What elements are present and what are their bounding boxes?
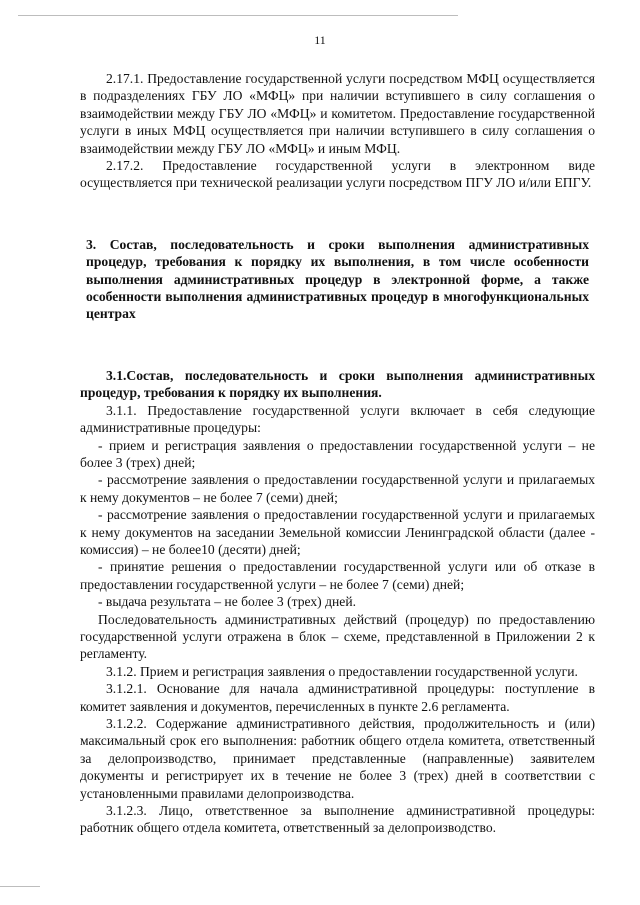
list-item: - рассмотрение заявления о предоставлении государственной услуги и прилагаемых к нему документов – не более 7 (семи) дней;	[80, 472, 595, 505]
paragraph-sequence: Последовательность административных действий (процедур) по предоставлению государственной услуги отражена в блок – схеме, представленной в Приложении 2 к регламенту.	[80, 611, 595, 662]
paragraph-2-17-1: 2.17.1. Предоставление государственной услуги посредством МФЦ осуществляется в подразделениях ГБУ ЛО «МФЦ» при наличии вступившего в силу соглашения о взаимодействии между ГБУ ЛО «МФЦ» и комитетом. Предоставление государственной услуги в иных МФЦ осуществляется при наличии вступившего в силу соглашения о взаимодействии между ГБУ ЛО «МФЦ» и иным МФЦ.	[80, 71, 595, 156]
paragraph-3-1-2-1: 3.1.2.1. Основание для начала административной процедуры: поступление в комитет заявления и документов, перечисленных в пункте 2.6 регламента.	[80, 681, 595, 714]
list-item: - выдача результата – не более 3 (трех) дней.	[98, 594, 357, 610]
bottom-rule	[0, 886, 40, 887]
document-body	[80, 70, 595, 837]
paragraph-3-1-1: 3.1.1. Предоставление государственной услуги включает в себя следующие административные процедуры:	[80, 402, 595, 436]
page-number: 11	[314, 33, 326, 47]
top-rule	[18, 15, 458, 16]
spacer	[80, 323, 595, 367]
paragraph-2-17-2: 2.17.2. Предоставление государственной услуги в электронном виде осуществляется при технической реализации услуги посредством ПГУ ЛО и/или ЕПГУ.	[80, 158, 595, 191]
paragraph-3-1-2: 3.1.2. Прием и регистрация заявления о предоставлении государственной услуги.	[106, 663, 578, 679]
paragraph-3-1-2-3: 3.1.2.3. Лицо, ответственное за выполнение административной процедуры: работник общего отдела комитета, ответственный за делопроизводство.	[80, 803, 595, 836]
section-3-1-heading: 3.1.Состав, последовательность и сроки выполнения административных процедур, требования к порядку их выполнения.	[80, 367, 595, 401]
list-item: - рассмотрение заявления о предоставлении государственной услуги и прилагаемых к нему документов на заседании Земельной комиссии Ленинградской области (далее - комиссия) – не более10 (десяти) дней;	[80, 507, 595, 557]
list-item: - прием и регистрация заявления о предоставлении государственной услуги – не более 3 (трех) дней;	[80, 437, 595, 470]
spacer	[80, 192, 595, 236]
section-3-heading: 3. Состав, последовательность и сроки выполнения административных процедур, требования к порядку их выполнения, в том числе особенности выполнения административных процедур в электронной форме, а также особенности выполнения административных процедур в многофункциональных центрах	[86, 236, 589, 322]
list-item: - принятие решения о предоставлении государственной услуги или об отказе в предоставлении государственной услуги – не более 7 (семи) дней;	[80, 559, 595, 592]
paragraph-3-1-2-2: 3.1.2.2. Содержание административного действия, продолжительность и (или) максимальный срок его выполнения: работник общего отдела комитета, ответственный за делопроизводство, принимает представленные (направленные) заявителем документы и регистрирует их в течение не более 3 (трех) дней в соответствии с установленными правилами делопроизводства.	[80, 716, 595, 801]
